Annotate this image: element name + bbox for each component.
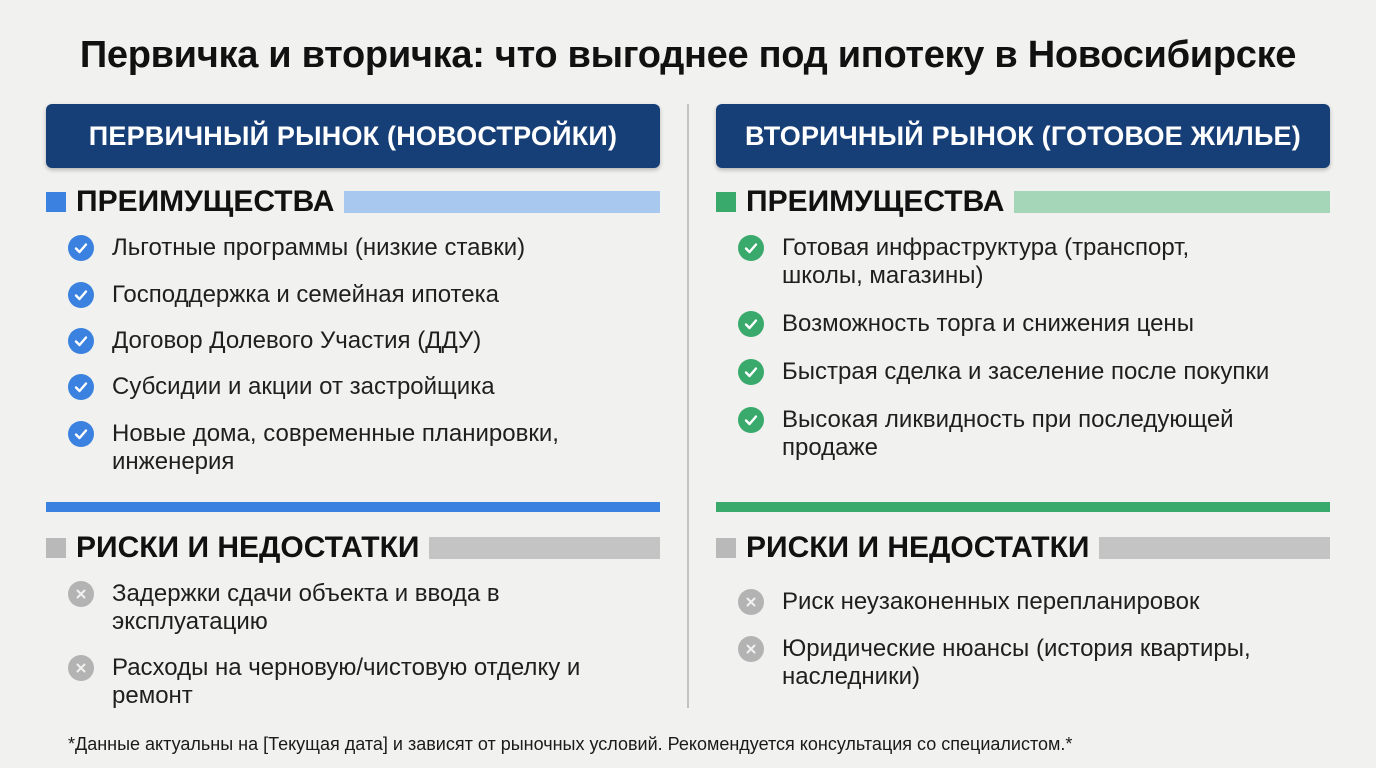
list-item-text: Быстрая сделка и заселение после покупки (782, 358, 1270, 385)
primary-advantages-heading (46, 182, 660, 222)
list-item-text: Высокая ликвидность при последующей продаже (782, 406, 1234, 461)
square-marker-icon (716, 538, 736, 558)
check-circle-icon (68, 328, 94, 354)
list-item (738, 406, 1238, 462)
list-item (68, 327, 648, 355)
check-circle-icon (68, 421, 94, 447)
check-circle-icon (68, 374, 94, 400)
list-item (68, 373, 648, 401)
primary-market-header: ПЕРВИЧНЫЙ РЫНОК (НОВОСТРОЙКИ) (46, 104, 660, 168)
list-item (738, 635, 1258, 691)
list-item-text: Задержки сдачи объекта и ввода в эксплуатацию (112, 580, 500, 635)
column-divider (687, 104, 689, 708)
x-circle-icon (68, 655, 94, 681)
list-item-text: Господдержка и семейная ипотека (112, 281, 499, 308)
secondary-market-column (716, 104, 1330, 714)
list-item (738, 310, 1318, 338)
list-item-text: Юридические нюансы (история квартиры, наследники) (782, 635, 1251, 690)
x-circle-icon (738, 636, 764, 662)
primary-risks-heading (46, 528, 660, 568)
secondary-risks-heading (716, 528, 1330, 568)
list-item-text: Готовая инфраструктура (транспорт, школы, магазины) (782, 234, 1190, 289)
list-item-text: Возможность торга и снижения цены (782, 310, 1194, 337)
list-item (68, 281, 648, 309)
x-circle-icon (68, 581, 94, 607)
square-marker-icon (716, 192, 736, 212)
list-item (738, 588, 1318, 616)
list-item-text: Риск неузаконенных перепланировок (782, 588, 1200, 615)
list-item-text: Новые дома, современные планировки, инженерия (112, 420, 559, 475)
check-circle-icon (68, 235, 94, 261)
check-circle-icon (738, 359, 764, 385)
page-title: Первичка и вторичка: что выгоднее под ипотеку в Новосибирске (79, 34, 1297, 76)
section-label: ПРЕИМУЩЕСТВА (76, 185, 335, 218)
heading-bar (1099, 537, 1330, 559)
heading-bar (344, 191, 660, 213)
list-item-text: Субсидии и акции от застройщика (112, 373, 495, 400)
footnote: *Данные актуальны на [Текущая дата] и зависят от рыночных условий. Рекомендуется консультация со специалистом.* (68, 734, 1073, 754)
list-item (68, 234, 648, 262)
list-item (68, 420, 588, 476)
square-marker-icon (46, 192, 66, 212)
section-label: РИСКИ И НЕДОСТАТКИ (746, 531, 1090, 564)
list-item (68, 654, 588, 710)
secondary-advantages-heading (716, 182, 1330, 222)
list-item-text: Льготные программы (низкие ставки) (112, 234, 526, 261)
section-separator (716, 502, 1330, 512)
section-separator (46, 502, 660, 512)
section-label: ПРЕИМУЩЕСТВА (746, 185, 1005, 218)
heading-bar (1014, 191, 1330, 213)
list-item-text: Договор Долевого Участия (ДДУ) (112, 327, 482, 354)
secondary-market-header: ВТОРИЧНЫЙ РЫНОК (ГОТОВОЕ ЖИЛЬЕ) (716, 104, 1330, 168)
square-marker-icon (46, 538, 66, 558)
primary-market-column (46, 104, 660, 714)
check-circle-icon (738, 311, 764, 337)
list-item (738, 234, 1268, 290)
heading-bar (429, 537, 660, 559)
list-item (68, 580, 548, 636)
x-circle-icon (738, 589, 764, 615)
list-item-text: Расходы на черновую/чистовую отделку и ремонт (112, 654, 581, 709)
check-circle-icon (738, 235, 764, 261)
check-circle-icon (68, 282, 94, 308)
section-label: РИСКИ И НЕДОСТАТКИ (76, 531, 420, 564)
list-item (738, 358, 1318, 386)
check-circle-icon (738, 407, 764, 433)
